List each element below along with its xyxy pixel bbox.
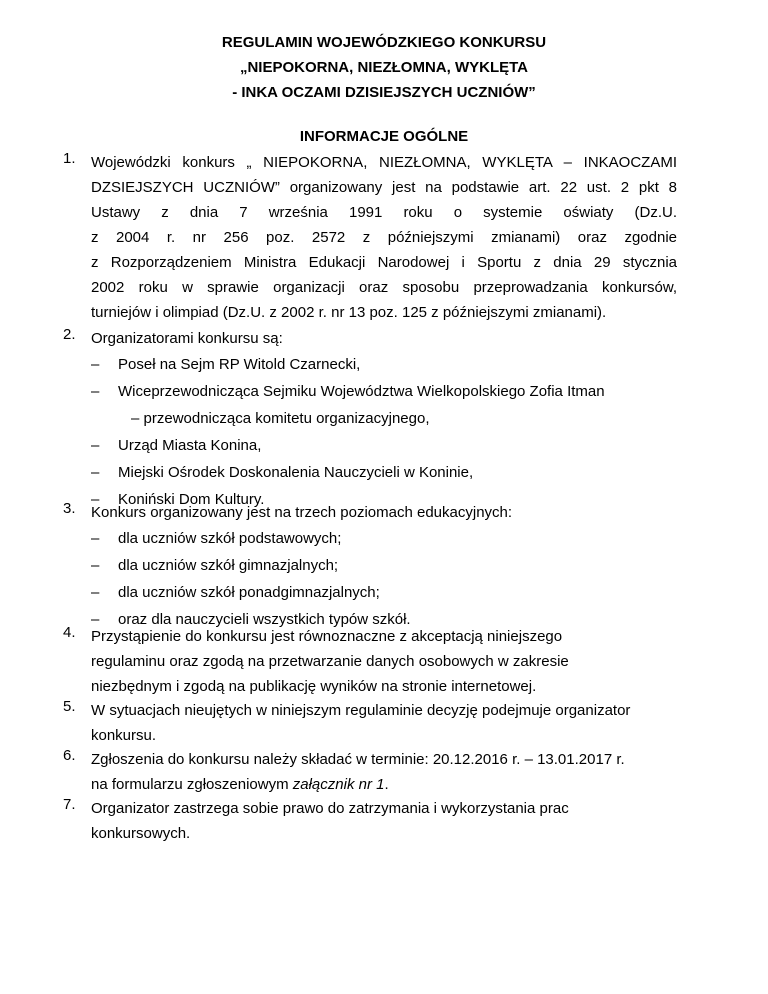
list-item-3: [63, 500, 677, 633]
sub-item-text: dla uczniów szkół gimnazjalnych;: [118, 557, 339, 574]
item-text-line: Konkurs organizowany jest na trzech poziomach edukacyjnych:: [91, 504, 513, 521]
sub-list-item: [91, 579, 677, 606]
sub-item-text: Wiceprzewodnicząca Sejmiku Województwa Wielkopolskiego Zofia Itman: [118, 383, 605, 400]
attachment-reference: załącznik nr 1: [292, 776, 385, 793]
dash-bullet: –: [91, 491, 100, 508]
item-text-line: z 2004 r. nr 256 poz. 2572 z późniejszymi zmianami) oraz zgodnie: [91, 229, 677, 246]
section-heading: INFORMACJE OGÓLNE: [299, 128, 469, 145]
item-text-suffix: .: [384, 776, 389, 793]
list-item-5: [63, 698, 677, 748]
list-item-7: [63, 796, 677, 846]
item-number: 2.: [63, 326, 76, 343]
dash-bullet: –: [91, 557, 100, 574]
item-number: 3.: [63, 500, 76, 517]
item-text-line: W sytuacjach nieujętych w niniejszym regulaminie decyzję podejmuje organizator: [91, 702, 631, 719]
item-text-line: Organizator zastrzega sobie prawo do zatrzymania i wykorzystania prac: [91, 800, 569, 817]
item-text-line: 2002 roku w sprawie organizacji oraz sposobu przeprowadzania konkursów,: [91, 279, 677, 296]
list-item-6: [63, 747, 677, 797]
item-number: 6.: [63, 747, 76, 764]
item-number: 1.: [63, 150, 76, 167]
list-item-4: [63, 624, 677, 699]
sub-item-text: dla uczniów szkół ponadgimnazjalnych;: [118, 584, 380, 601]
sub-item-continuation: – przewodnicząca komitetu organizacyjnego,: [131, 410, 430, 427]
sub-item-text: Urząd Miasta Konina,: [118, 437, 262, 454]
dash-bullet: –: [91, 356, 100, 373]
document-title: [0, 30, 768, 105]
sub-item-text: oraz dla nauczycieli wszystkich typów szkół.: [118, 611, 411, 628]
title-line-1: REGULAMIN WOJEWÓDZKIEGO KONKURSU: [221, 34, 547, 51]
item-text-prefix: na formularzu zgłoszeniowym: [91, 776, 293, 793]
item-text-line: Organizatorami konkursu są:: [91, 330, 283, 347]
dash-bullet: –: [91, 584, 100, 601]
sub-list-item: [91, 378, 677, 405]
sub-item-text: Poseł na Sejm RP Witold Czarnecki,: [118, 356, 361, 373]
item-text-line: niezbędnym i zgodą na publikację wyników na stronie internetowej.: [91, 678, 537, 695]
sub-list-item: [91, 552, 677, 579]
dash-bullet: –: [91, 383, 100, 400]
dash-bullet: –: [91, 437, 100, 454]
title-line-2: „NIEPOKORNA, NIEZŁOMNA, WYKLĘTA: [239, 59, 529, 76]
sub-item-text: Miejski Ośrodek Doskonalenia Nauczycieli w Koninie,: [118, 464, 474, 481]
item-number: 7.: [63, 796, 76, 813]
item-text-line: konkursowych.: [91, 825, 191, 842]
item-text-line: DZSIEJSZYCH UCZNIÓW” organizowany jest na podstawie art. 22 ust. 2 pkt 8: [91, 179, 677, 196]
dash-bullet: –: [91, 611, 100, 628]
item-text-line: Przystąpienie do konkursu jest równoznaczne z akceptacją niniejszego: [91, 628, 563, 645]
sub-item-text: Koniński Dom Kultury.: [118, 491, 265, 508]
dash-bullet: –: [91, 530, 100, 547]
dash-bullet: –: [91, 464, 100, 481]
item-text-line: z Rozporządzeniem Ministra Edukacji Narodowej i Sportu z dnia 29 stycznia: [91, 254, 677, 271]
item-text-line: Ustawy z dnia 7 września 1991 roku o systemie oświaty (Dz.U.: [91, 204, 677, 221]
item-text-line: Wojewódzki konkurs „ NIEPOKORNA, NIEZŁOMNA, WYKLĘTA – INKAOCZAMI: [91, 154, 677, 171]
item-number: 4.: [63, 624, 76, 641]
item-text-line-2: [91, 772, 677, 797]
sub-list-item: [91, 351, 677, 378]
item-text-line: konkursu.: [91, 727, 157, 744]
list-item-1: [63, 150, 677, 325]
item-text-line: Zgłoszenia do konkursu należy składać w terminie: 20.12.2016 r. – 13.01.2017 r.: [91, 751, 625, 768]
list-item-2: [63, 326, 677, 513]
item-number: 5.: [63, 698, 76, 715]
sub-list-item: [91, 432, 677, 459]
item-text-line: turniejów i olimpiad (Dz.U. z 2002 r. nr 13 poz. 125 z późniejszymi zmianami).: [91, 304, 607, 321]
item-text-line: regulaminu oraz zgodą na przetwarzanie danych osobowych w zakresie: [91, 653, 569, 670]
sub-item-text: dla uczniów szkół podstawowych;: [118, 530, 342, 547]
sub-list-item: [91, 525, 677, 552]
title-line-3: - INKA OCZAMI DZISIEJSZYCH UCZNIÓW”: [232, 84, 536, 101]
sub-list-item: [91, 459, 677, 486]
